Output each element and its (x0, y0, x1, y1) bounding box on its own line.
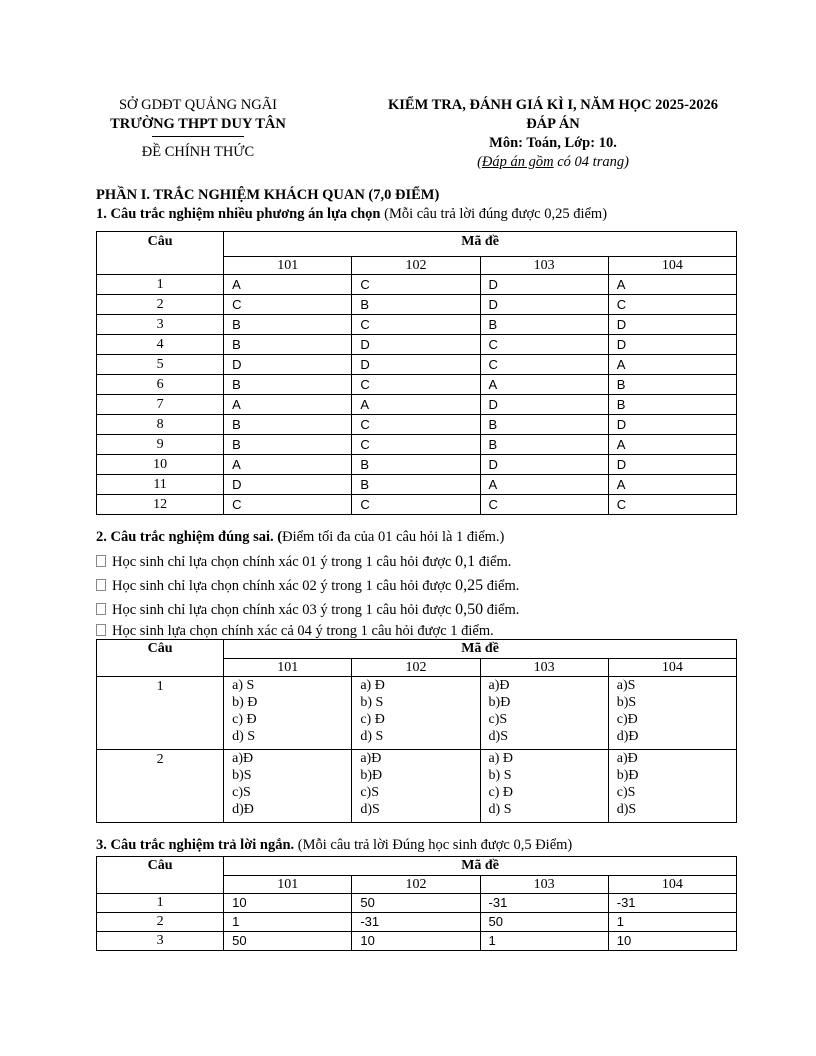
answer-cell: D (480, 395, 608, 415)
table-row (97, 375, 737, 395)
col-header-question: Câu (97, 857, 224, 894)
answer-cell (480, 750, 608, 823)
answer-cell: B (224, 415, 352, 435)
table-row (97, 475, 737, 495)
answer-cell: A (608, 475, 736, 495)
rule-text: Học sinh lựa chọn chính xác cả 04 ý trong 1 câu hỏi được 1 điểm. (112, 623, 494, 639)
statement-answer: a) Đ (488, 751, 514, 766)
table-row (97, 495, 737, 515)
scoring-rule (96, 622, 494, 640)
statement-answer: c)Đ (616, 712, 638, 727)
statement-answer: c) Đ (232, 712, 257, 727)
statement-answer: d) S (488, 802, 512, 817)
statement-answer: b)S (232, 768, 252, 783)
rule-text: Học sinh chỉ lựa chọn chính xác 02 ý trong 1 câu hỏi được (112, 578, 456, 594)
table-row (97, 932, 737, 951)
statement-answer: a)Đ (360, 751, 382, 766)
answer-cell: D (480, 455, 608, 475)
section1-heading: 1. Câu trắc nghiệm nhiều phương án lựa chọn (Mỗi câu trả lời đúng được 0,25 điểm) (96, 206, 608, 222)
multiple-choice-table (96, 231, 737, 515)
answer-key-label: ĐÁP ÁN (526, 116, 580, 132)
answer-cell: 50 (224, 932, 352, 951)
department-name: SỞ GDĐT QUẢNG NGÃI (118, 97, 278, 113)
exam-title: KIỂM TRA, ĐÁNH GIÁ KÌ I, NĂM HỌC 2025-2026 (387, 97, 719, 113)
statement-answer: d)S (360, 802, 380, 817)
exam-code-cell: 104 (608, 659, 736, 677)
answer-cell: B (352, 295, 480, 315)
answer-cell: A (608, 435, 736, 455)
exam-code-cell: 104 (608, 257, 736, 275)
table-row (97, 677, 737, 750)
col-header-code: Mã đề (224, 640, 737, 659)
answer-cell: C (352, 415, 480, 435)
table-row (97, 355, 737, 375)
answer-cell: C (480, 335, 608, 355)
question-number: 12 (97, 495, 224, 515)
answer-cell: B (224, 335, 352, 355)
table-row (97, 894, 737, 913)
question-number: 2 (97, 295, 224, 315)
statement-answer: d) S (360, 729, 384, 744)
school-name: TRƯỜNG THPT DUY TÂN (110, 116, 286, 132)
rule-text: Học sinh chỉ lựa chọn chính xác 01 ý trong 1 câu hỏi được (112, 554, 456, 570)
statement-answer: d)S (488, 729, 508, 744)
rule-value: 0,25 (455, 577, 484, 594)
answer-cell: A (224, 395, 352, 415)
statement-answer: b)Đ (616, 768, 639, 783)
answer-cell: 10 (224, 894, 352, 913)
answer-cell: A (608, 275, 736, 295)
rule-text: Học sinh chỉ lựa chọn chính xác 03 ý trong 1 câu hỏi được (112, 602, 456, 618)
answer-cell: B (608, 375, 736, 395)
question-number: 8 (97, 415, 224, 435)
subject-line: Môn: Toán, Lớp: 10. (489, 135, 617, 151)
statement-answer: b) S (488, 768, 512, 783)
answer-cell (480, 677, 608, 750)
answer-cell: C (608, 495, 736, 515)
answer-cell (352, 750, 480, 823)
exam-code-cell: 102 (352, 876, 480, 894)
answer-cell: D (352, 335, 480, 355)
statement-answer: c)S (360, 785, 380, 800)
question-number: 11 (97, 475, 224, 495)
answer-cell: B (224, 435, 352, 455)
rule-value: 0,50 (455, 601, 484, 618)
col-header-code: Mã đề (224, 857, 737, 876)
answer-cell: B (480, 435, 608, 455)
page-count-note: (Đáp án gồm có 04 trang) (477, 154, 629, 170)
exam-code-cell: 104 (608, 876, 736, 894)
bullet-icon (96, 603, 106, 615)
table-row (97, 395, 737, 415)
answer-cell: A (480, 475, 608, 495)
question-number: 5 (97, 355, 224, 375)
answer-cell: D (224, 355, 352, 375)
question-number: 10 (97, 455, 224, 475)
exam-code-cell: 103 (480, 257, 608, 275)
answer-cell: C (352, 315, 480, 335)
rule-suffix: điểm. (483, 602, 520, 618)
table-row (97, 295, 737, 315)
statement-answer: b)Đ (360, 768, 383, 783)
statement-answer: b) S (360, 695, 384, 710)
rule-suffix: điểm. (475, 554, 512, 570)
true-false-table (96, 639, 737, 823)
answer-cell: A (608, 355, 736, 375)
exam-code-cell: 101 (224, 876, 352, 894)
bullet-icon (96, 555, 106, 567)
answer-cell: 1 (480, 932, 608, 951)
answer-cell: A (224, 455, 352, 475)
statement-answer: c) Đ (360, 712, 385, 727)
answer-cell: D (608, 415, 736, 435)
answer-cell (608, 677, 736, 750)
part1-title: PHẦN I. TRẮC NGHIỆM KHÁCH QUAN (7,0 ĐIỂM) (96, 187, 440, 203)
answer-cell: C (224, 295, 352, 315)
question-number: 3 (97, 932, 224, 951)
header-left (96, 96, 300, 162)
col-header-question: Câu (97, 232, 224, 275)
answer-cell: B (224, 375, 352, 395)
divider (152, 136, 244, 137)
answer-cell: 1 (224, 913, 352, 932)
exam-code-cell: 103 (480, 876, 608, 894)
question-number: 1 (97, 677, 224, 750)
table-row (97, 335, 737, 355)
question-number: 2 (97, 913, 224, 932)
answer-cell: B (480, 315, 608, 335)
answer-cell: 1 (608, 913, 736, 932)
answer-cell: C (608, 295, 736, 315)
table-row (97, 750, 737, 823)
table-row (97, 275, 737, 295)
statement-answer: c)S (488, 712, 508, 727)
answer-cell: D (224, 475, 352, 495)
statement-answer: c)S (232, 785, 251, 800)
answer-cell: B (608, 395, 736, 415)
answer-cell: C (352, 375, 480, 395)
table-row (97, 455, 737, 475)
question-number: 7 (97, 395, 224, 415)
statement-answer: a) S (232, 678, 255, 693)
answer-cell: 10 (352, 932, 480, 951)
statement-answer: b)Đ (488, 695, 511, 710)
answer-cell: C (352, 435, 480, 455)
table-row (97, 913, 737, 932)
answer-cell: D (480, 275, 608, 295)
answer-cell: D (608, 455, 736, 475)
short-answer-table (96, 856, 737, 951)
table-row (97, 415, 737, 435)
exam-code-cell: 103 (480, 659, 608, 677)
statement-answer: b)S (616, 695, 637, 710)
answer-cell: -31 (480, 894, 608, 913)
exam-code-cell: 101 (224, 659, 352, 677)
answer-cell: D (480, 295, 608, 315)
answer-cell: C (352, 495, 480, 515)
rule-suffix: điểm. (483, 578, 520, 594)
official-label: ĐỀ CHÍNH THỨC (141, 144, 255, 160)
statement-answer: a) Đ (360, 678, 385, 693)
statement-answer: d)S (616, 802, 637, 817)
answer-cell: -31 (608, 894, 736, 913)
answer-cell (352, 677, 480, 750)
statement-answer: a)Đ (616, 751, 638, 766)
header-right (364, 96, 742, 172)
answer-cell: B (480, 415, 608, 435)
table-row (97, 315, 737, 335)
col-header-question: Câu (97, 640, 224, 677)
question-number: 2 (97, 750, 224, 823)
statement-answer: a)S (616, 678, 636, 693)
statement-answer: b) Đ (232, 695, 258, 710)
answer-cell: A (480, 375, 608, 395)
answer-cell: D (352, 355, 480, 375)
section2-heading: 2. Câu trắc nghiệm đúng sai. (Điểm tối đa của 01 câu hỏi là 1 điểm.) (96, 529, 505, 545)
scoring-rule (96, 553, 511, 571)
scoring-rule (96, 601, 519, 619)
answer-cell: D (608, 315, 736, 335)
answer-cell: 50 (352, 894, 480, 913)
question-number: 1 (97, 894, 224, 913)
statement-answer: a)Đ (488, 678, 510, 693)
exam-code-cell: 102 (352, 257, 480, 275)
answer-cell: B (352, 475, 480, 495)
exam-code-cell: 102 (352, 659, 480, 677)
answer-cell: B (224, 315, 352, 335)
question-number: 3 (97, 315, 224, 335)
answer-cell: C (480, 495, 608, 515)
answer-cell: A (224, 275, 352, 295)
bullet-icon (96, 579, 106, 591)
answer-cell: C (480, 355, 608, 375)
scoring-rule (96, 577, 519, 595)
statement-answer: c) Đ (488, 785, 514, 800)
statement-answer: d) S (232, 729, 256, 744)
section3-heading: 3. Câu trắc nghiệm trả lời ngắn. (Mỗi câu trả lời Đúng học sinh được 0,5 Điểm) (96, 837, 573, 853)
statement-answer: d)Đ (232, 802, 254, 817)
answer-cell: -31 (352, 913, 480, 932)
answer-cell (224, 677, 352, 750)
question-number: 1 (97, 275, 224, 295)
exam-code-cell: 101 (224, 257, 352, 275)
question-number: 4 (97, 335, 224, 355)
answer-cell: 50 (480, 913, 608, 932)
table-row (97, 435, 737, 455)
bullet-icon (96, 624, 106, 636)
answer-cell: A (352, 395, 480, 415)
answer-cell (608, 750, 736, 823)
question-number: 6 (97, 375, 224, 395)
answer-cell: C (224, 495, 352, 515)
rule-value: 0,1 (455, 553, 476, 570)
answer-cell: B (352, 455, 480, 475)
statement-answer: c)S (616, 785, 636, 800)
statement-answer: a)Đ (232, 751, 254, 766)
question-number: 9 (97, 435, 224, 455)
answer-cell: C (352, 275, 480, 295)
statement-answer: d)Đ (616, 729, 639, 744)
col-header-code: Mã đề (224, 232, 737, 257)
answer-cell (224, 750, 352, 823)
answer-cell: D (608, 335, 736, 355)
answer-cell: 10 (608, 932, 736, 951)
